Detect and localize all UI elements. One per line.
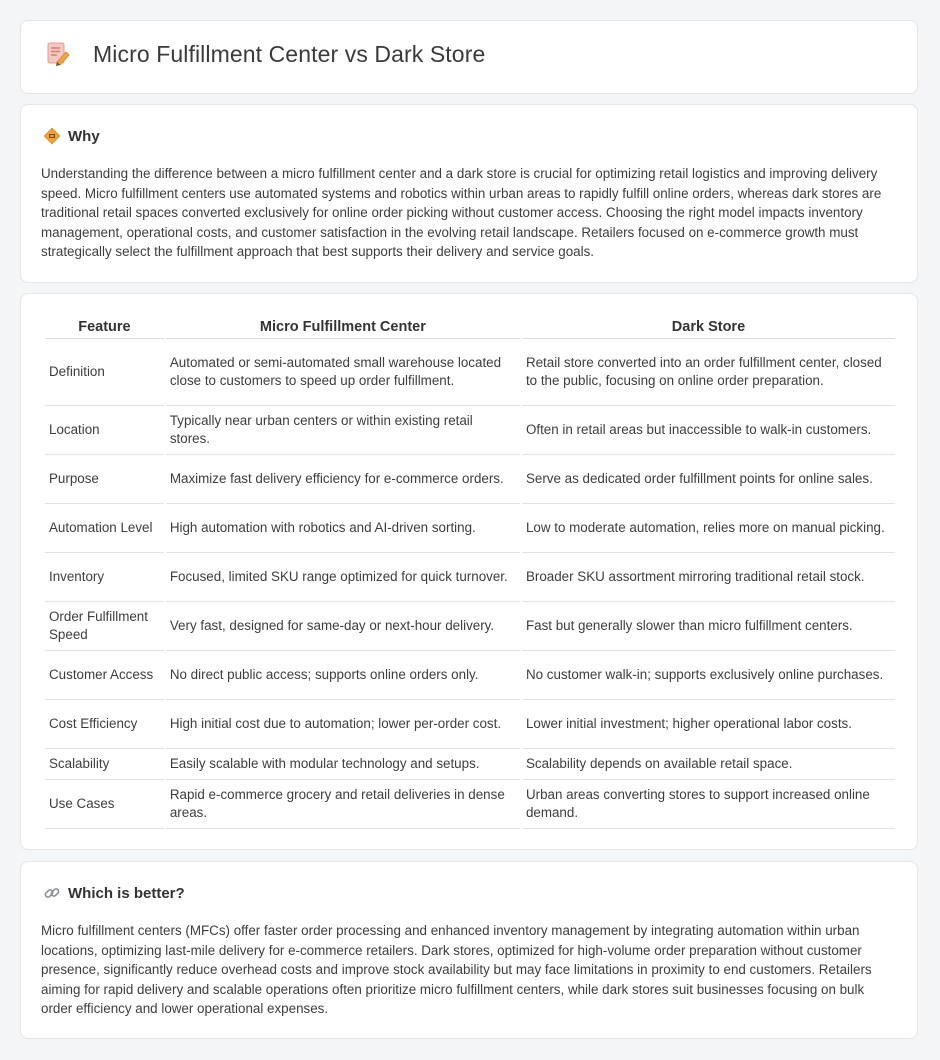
- table-header-row: [45, 316, 895, 339]
- table-row: [45, 406, 895, 455]
- why-section: [20, 104, 918, 283]
- row-feature: Customer Access: [45, 651, 164, 700]
- row-feature: Use Cases: [45, 780, 164, 829]
- row-feature: Inventory: [45, 553, 164, 602]
- row-dark-store: Serve as dedicated order fulfillment points for online sales.: [522, 455, 895, 504]
- row-feature: Order Fulfillment Speed: [45, 602, 164, 651]
- row-mfc: Typically near urban centers or within existing retail stores.: [166, 406, 520, 455]
- better-heading: [43, 884, 185, 902]
- row-mfc: High automation with robotics and AI-driven sorting.: [166, 504, 520, 553]
- row-mfc: Focused, limited SKU range optimized for quick turnover.: [166, 553, 520, 602]
- table-row: [45, 700, 895, 749]
- row-mfc: No direct public access; supports online orders only.: [166, 651, 520, 700]
- better-text: Micro fulfillment centers (MFCs) offer faster order processing and enhanced inventory management by integrating automation within urban locations, optimizing last-mile delivery for e-commerce retailers. Dark stores, optimized for high-volume order preparation without customer presence, significantly reduce overhead costs and improve stock availability but may face limitations in proximity to end customers. Retailers aiming for rapid delivery and scalable operations often prioritize micro fulfillment centers, while dark stores suit businesses focusing on bulk order efficiency and lower operational expenses.: [41, 923, 872, 1017]
- warning-diamond-icon: [43, 127, 61, 145]
- row-mfc: Automated or semi-automated small warehouse located close to customers to speed up order fulfillment.: [166, 339, 520, 406]
- which-is-better-section: [20, 861, 918, 1039]
- row-dark-store: Scalability depends on available retail space.: [522, 749, 895, 780]
- table-row: [45, 553, 895, 602]
- row-mfc: Very fast, designed for same-day or next-hour delivery.: [166, 602, 520, 651]
- title-row: [45, 39, 485, 69]
- header-dark-store: Dark Store: [522, 316, 895, 339]
- row-mfc: High initial cost due to automation; lower per-order cost.: [166, 700, 520, 749]
- row-mfc: Rapid e-commerce grocery and retail deliveries in dense areas.: [166, 780, 520, 829]
- row-dark-store: Fast but generally slower than micro fulfillment centers.: [522, 602, 895, 651]
- row-feature: Location: [45, 406, 164, 455]
- row-feature: Purpose: [45, 455, 164, 504]
- row-dark-store: No customer walk-in; supports exclusively online purchases.: [522, 651, 895, 700]
- table-row: [45, 339, 895, 406]
- header-feature: Feature: [45, 316, 164, 339]
- comparison-section: [20, 293, 918, 850]
- why-heading: [43, 127, 100, 145]
- row-mfc: Maximize fast delivery efficiency for e-commerce orders.: [166, 455, 520, 504]
- table-row: [45, 749, 895, 780]
- why-text: Understanding the difference between a micro fulfillment center and a dark store is crucial for optimizing retail logistics and improving delivery speed. Micro fulfillment centers use automated systems and robotics within urban areas to rapidly fulfill online orders, whereas dark stores are traditional retail spaces converted exclusively for online order picking without customer access. Choosing the right model impacts inventory management, operational costs, and customer satisfaction in the evolving retail landscape. Retailers focused on e-commerce growth must strategically select the fulfillment approach that best supports their delivery and service goals.: [41, 166, 882, 260]
- why-title: Why: [68, 127, 100, 145]
- table-row: [45, 455, 895, 504]
- row-mfc: Easily scalable with modular technology and setups.: [166, 749, 520, 780]
- header-micro-fulfillment-center: Micro Fulfillment Center: [166, 316, 520, 339]
- row-feature: Automation Level: [45, 504, 164, 553]
- row-dark-store: Urban areas converting stores to support increased online demand.: [522, 780, 895, 829]
- row-feature: Definition: [45, 339, 164, 406]
- page-title: Micro Fulfillment Center vs Dark Store: [93, 40, 486, 67]
- row-dark-store: Broader SKU assortment mirroring traditional retail stock.: [522, 553, 895, 602]
- header-card: [20, 20, 918, 94]
- link-icon: [43, 884, 61, 902]
- row-dark-store: Often in retail areas but inaccessible to walk-in customers.: [522, 406, 895, 455]
- row-dark-store: Retail store converted into an order fulfillment center, closed to the public, focusing on online order preparation.: [522, 339, 895, 406]
- table-row: [45, 651, 895, 700]
- table-row: [45, 504, 895, 553]
- row-feature: Scalability: [45, 749, 164, 780]
- row-dark-store: Low to moderate automation, relies more on manual picking.: [522, 504, 895, 553]
- document-pencil-icon: [45, 39, 71, 69]
- better-title: Which is better?: [68, 884, 185, 902]
- table-row: [45, 780, 895, 829]
- row-feature: Cost Efficiency: [45, 700, 164, 749]
- table-row: [45, 602, 895, 651]
- comparison-table: [43, 316, 897, 829]
- row-dark-store: Lower initial investment; higher operational labor costs.: [522, 700, 895, 749]
